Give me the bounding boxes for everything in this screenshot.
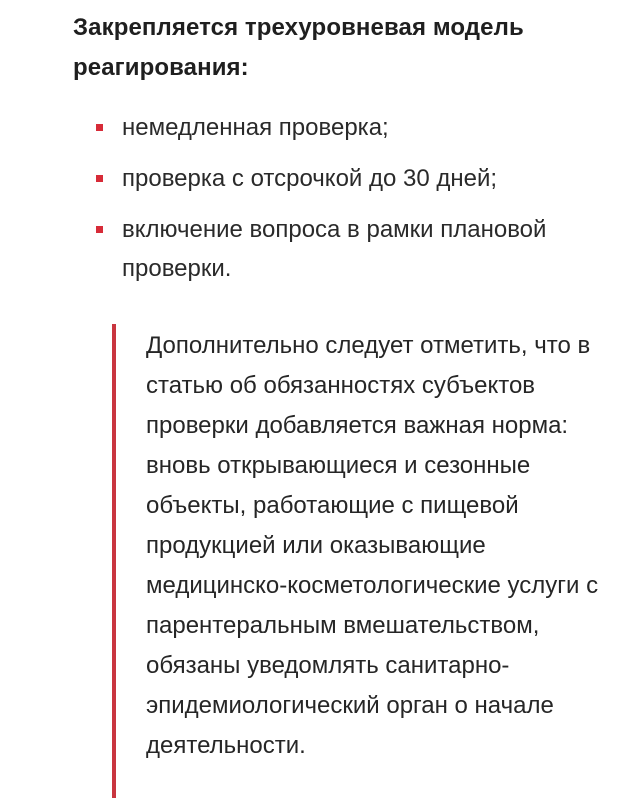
list-item: [0, 108, 592, 147]
highlighted-quote: [112, 324, 599, 798]
quote-text: Дополнительно следует отметить, что в статью об обязанностях субъектов проверки добавляется важная норма: вновь открывающиеся и сезонные объекты, работающие с пищевой продукцией или оказывающие медицинско-косметологические услуги с парентеральным вмешательством, обязаны уведомлять санитарно-эпидемиологический орган о начале деятельности.: [146, 332, 599, 759]
list-item: [0, 159, 592, 198]
square-bullet-icon: [96, 124, 103, 131]
list-item-text: включение вопроса в рамки плановой проверки.: [122, 216, 547, 282]
section-heading: Закрепляется трехуровневая модель реагирования:: [73, 14, 524, 81]
square-bullet-icon: [96, 226, 103, 233]
list-item-text: проверка с отсрочкой до 30 дней;: [122, 165, 498, 192]
square-bullet-icon: [96, 175, 103, 182]
list-item-text: немедленная проверка;: [122, 114, 389, 141]
list-item: [0, 210, 592, 288]
response-model-list: [0, 108, 640, 288]
